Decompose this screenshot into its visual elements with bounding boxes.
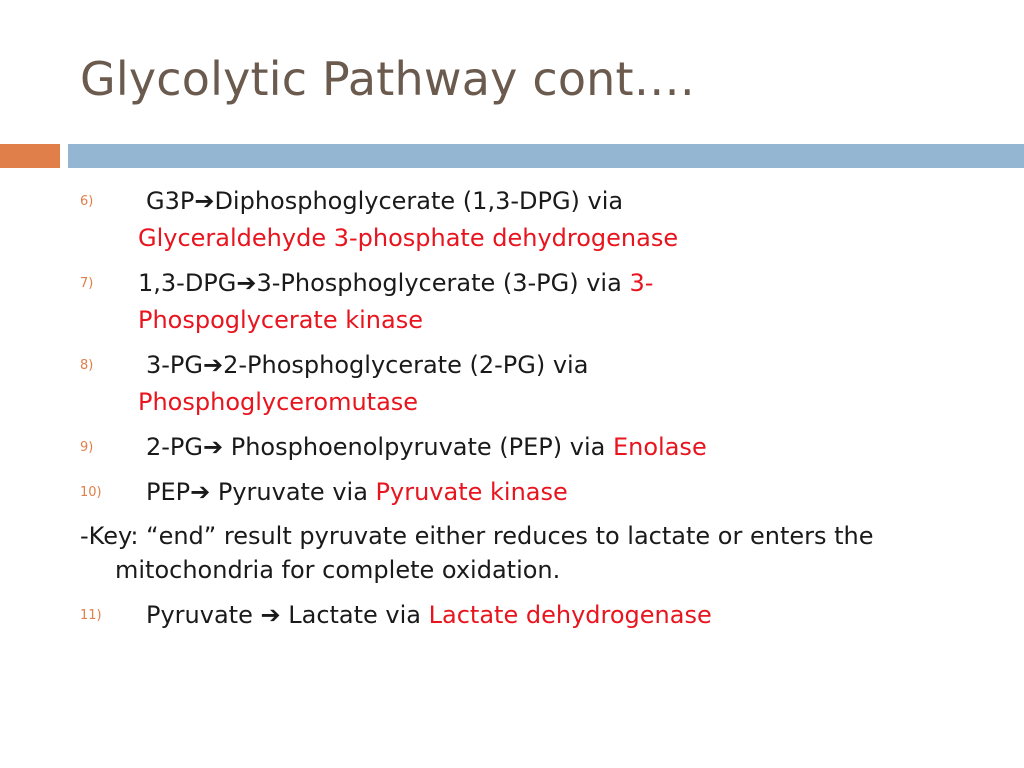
reactant: Pyruvate xyxy=(146,601,253,629)
list-item-11 xyxy=(80,597,980,634)
item-number: 6) xyxy=(80,194,94,209)
product: Lactate via xyxy=(288,601,422,629)
list-item-7 xyxy=(80,265,980,339)
list-item-9 xyxy=(80,429,980,466)
accent-bar-blue xyxy=(68,144,1024,168)
arrow-right-icon: ➔ xyxy=(260,601,281,629)
reactant: PEP xyxy=(146,478,191,506)
arrow-right-icon: ➔ xyxy=(203,351,224,379)
list-item-6 xyxy=(80,183,980,257)
reactant: 1,3-DPG xyxy=(138,269,237,297)
arrow-right-icon: ➔ xyxy=(236,269,257,297)
bullet-list xyxy=(80,183,980,642)
item-number: 10) xyxy=(80,485,102,500)
product: Phosphoenolpyruvate (PEP) via xyxy=(230,433,606,461)
accent-bar-orange xyxy=(0,144,60,168)
enzyme-name: Enolase xyxy=(613,433,707,461)
item-number: 11) xyxy=(80,608,102,623)
reactant: 3-PG xyxy=(146,351,203,379)
key-note: -Key: “end” result pyruvate either reduces to lactate or enters the mitochondria for complete oxidation. xyxy=(80,522,874,584)
enzyme-name-part1: 3- xyxy=(629,269,654,297)
arrow-right-icon: ➔ xyxy=(194,187,215,215)
product: 3-Phosphoglycerate (3-PG) via xyxy=(256,269,622,297)
list-item-10 xyxy=(80,474,980,511)
arrow-right-icon: ➔ xyxy=(190,478,211,506)
product: Pyruvate via xyxy=(217,478,368,506)
enzyme-name: Phosphoglyceromutase xyxy=(138,388,419,416)
product: 2-Phosphoglycerate (2-PG) via xyxy=(223,351,589,379)
item-number: 7) xyxy=(80,276,94,291)
enzyme-name: Pyruvate kinase xyxy=(375,478,568,506)
reactant: 2-PG xyxy=(146,433,203,461)
enzyme-name: Lactate dehydrogenase xyxy=(428,601,712,629)
product: Diphosphoglycerate (1,3-DPG) via xyxy=(214,187,624,215)
item-number: 9) xyxy=(80,440,94,455)
enzyme-name: Glyceraldehyde 3-phosphate dehydrogenase xyxy=(138,224,679,252)
arrow-right-icon: ➔ xyxy=(203,433,224,461)
item-number: 8) xyxy=(80,358,94,373)
slide-title: Glycolytic Pathway cont…. xyxy=(80,52,695,106)
enzyme-name-part2: Phospoglycerate kinase xyxy=(138,306,423,334)
reactant: G3P xyxy=(146,187,195,215)
list-item-8 xyxy=(80,347,980,421)
